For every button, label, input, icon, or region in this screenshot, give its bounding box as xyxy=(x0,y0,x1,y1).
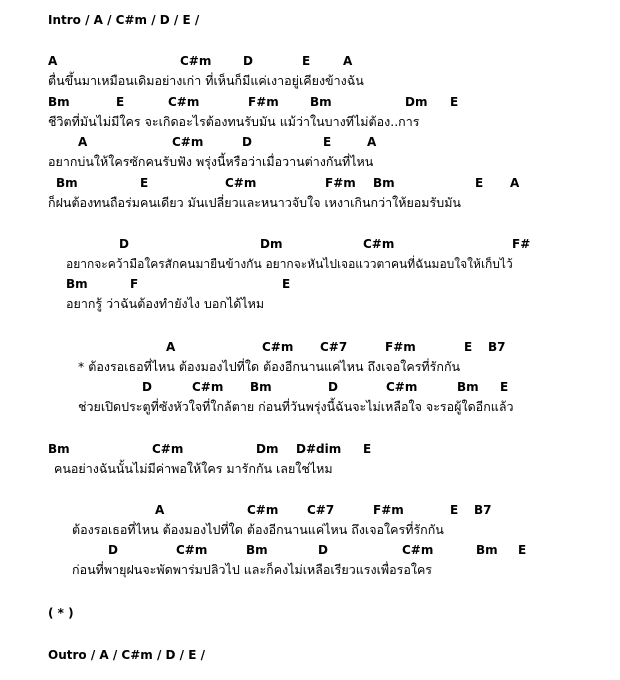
chord: C#m xyxy=(168,95,200,109)
chord: F#m xyxy=(373,503,404,517)
chord: C#m xyxy=(402,543,434,557)
chord: A xyxy=(155,503,165,517)
lyric-text: อยากรู้ ว่าฉันต้องทำยังไง บอกได้ไหม xyxy=(66,296,265,311)
chord: Dm xyxy=(256,442,279,456)
chord: F#m xyxy=(385,340,416,354)
chord: A xyxy=(48,54,58,68)
chord: E xyxy=(464,340,473,354)
chord-line xyxy=(0,439,620,459)
chord: A xyxy=(78,135,88,149)
chord: Dm xyxy=(405,95,428,109)
chord-line xyxy=(0,337,620,357)
chord: E xyxy=(323,135,332,149)
chord: Bm xyxy=(310,95,332,109)
lyric-line xyxy=(0,560,620,580)
chord: Bm xyxy=(48,442,70,456)
chord: Bm xyxy=(476,543,498,557)
chord: C#m xyxy=(262,340,294,354)
outro-line: Outro / A / C#m / D / E / xyxy=(48,648,205,662)
chord: Bm xyxy=(66,277,88,291)
chord-line xyxy=(0,51,620,71)
lyric-line xyxy=(0,459,620,479)
lyric-text: ชีวิตที่มันไม่มีใคร จะเกิดอะไรต้องทนรับมัน แม้ว่าในบางทีไม่ต้อง..การ xyxy=(48,114,420,129)
chord: D xyxy=(328,380,338,394)
lyric-line xyxy=(0,294,620,314)
lyric-text: ตื่นขึ้นมาเหมือนเดิมอย่างเก่า ที่เห็นก็มีแค่เงาอยู่เคียงข้างฉัน xyxy=(48,73,364,88)
chord: D xyxy=(242,135,252,149)
chord: C#m xyxy=(176,543,208,557)
chord: E xyxy=(282,277,291,291)
chord: F#m xyxy=(325,176,356,190)
chord: D#dim xyxy=(296,442,342,456)
lyric-text: อยากจะคว้ามือใครสักคนมายืนข้างกัน อยากจะหันไปเจอแววตาคนที่ฉันมอบใจให้เก็บไว้ xyxy=(66,257,513,271)
lyric-line xyxy=(0,193,620,213)
chord: C#m xyxy=(247,503,279,517)
chord: A xyxy=(367,135,377,149)
chord: C#m xyxy=(225,176,257,190)
lyric-line xyxy=(0,254,620,274)
chord-line xyxy=(0,377,620,397)
chord-line xyxy=(0,234,620,254)
chord-line xyxy=(0,173,620,193)
lyric-text: อยากบ่นให้ใครซักคนรับฟัง พรุ่งนี้หรือว่าเมื่อวานต่างกันที่ไหน xyxy=(48,154,374,169)
chord-line xyxy=(0,274,620,294)
chord: A xyxy=(166,340,176,354)
chord: Dm xyxy=(260,237,283,251)
chord: Bm xyxy=(457,380,479,394)
chord-line xyxy=(0,500,620,520)
lyric-line xyxy=(0,357,620,377)
chord-line xyxy=(0,540,620,560)
lyric-text: ช่วยเปิดประตูที่ซังหัวใจที่ใกล้ตาย ก่อนที่วันพรุ่งนี้ฉันจะไม่เหลือใจ จะรอผู้ใดอีกแล้ว xyxy=(78,399,514,414)
chord: A xyxy=(510,176,520,190)
lyric-line xyxy=(0,112,620,132)
chord: Bm xyxy=(48,95,70,109)
lyric-text: คนอย่างฉันนั้นไม่มีค่าพอให้ใคร มารักกัน เลยใช่ไหม xyxy=(54,461,333,476)
chord: E xyxy=(518,543,527,557)
chord: C#m xyxy=(152,442,184,456)
chord: D xyxy=(318,543,328,557)
chord: C#7 xyxy=(307,503,335,517)
chord: E xyxy=(450,95,459,109)
chord: C#m xyxy=(172,135,204,149)
chord: E xyxy=(116,95,125,109)
chord: E xyxy=(363,442,372,456)
chord: E xyxy=(450,503,459,517)
chord-line xyxy=(0,132,620,152)
chord: A xyxy=(343,54,353,68)
chord: E xyxy=(302,54,311,68)
lyric-text: ต้องรอเธอที่ไหน ต้องมองไปที่ใด ต้องอีกนานแค่ไหน ถึงเจอใครที่รักกัน xyxy=(72,522,444,537)
lyric-text: ก็ฝนต้องทนถือร่มคนเดียว มันเปลี่ยวและหนาวจับใจ เหงาเกินกว่าให้ยอมรับมัน xyxy=(48,195,461,210)
chord: Bm xyxy=(56,176,78,190)
chord: C#m xyxy=(180,54,212,68)
chord: E xyxy=(140,176,149,190)
intro-line: Intro / A / C#m / D / E / xyxy=(48,13,200,27)
chord: D xyxy=(243,54,253,68)
chord: D xyxy=(108,543,118,557)
chord: C#m xyxy=(192,380,224,394)
lyric-line xyxy=(0,152,620,172)
chord: E xyxy=(500,380,509,394)
chord: E xyxy=(475,176,484,190)
chord: Bm xyxy=(250,380,272,394)
lyric-text: ก่อนที่พายุฝนจะพัดพาร่มปลิวไป และก็คงไม่เหลือเรียวแรงเพื่อรอใคร xyxy=(72,562,433,577)
chord: C#m xyxy=(363,237,395,251)
chord-line xyxy=(0,92,620,112)
repeat-marker: ( * ) xyxy=(48,606,74,620)
chord: F xyxy=(130,277,139,291)
chord: C#m xyxy=(386,380,418,394)
chord: F# xyxy=(512,237,531,251)
lyric-text: * ต้องรอเธอที่ไหน ต้องมองไปที่ใด ต้องอีกนานแค่ไหน ถึงเจอใครที่รักกัน xyxy=(78,359,461,374)
chord: C#7 xyxy=(320,340,348,354)
lyric-line xyxy=(0,520,620,540)
chord: D xyxy=(119,237,129,251)
lyric-line xyxy=(0,397,620,417)
chord: D xyxy=(142,380,152,394)
chord: F#m xyxy=(248,95,279,109)
chord: Bm xyxy=(246,543,268,557)
chord: Bm xyxy=(373,176,395,190)
chord: B7 xyxy=(488,340,506,354)
lyric-line xyxy=(0,71,620,91)
chord: B7 xyxy=(474,503,492,517)
